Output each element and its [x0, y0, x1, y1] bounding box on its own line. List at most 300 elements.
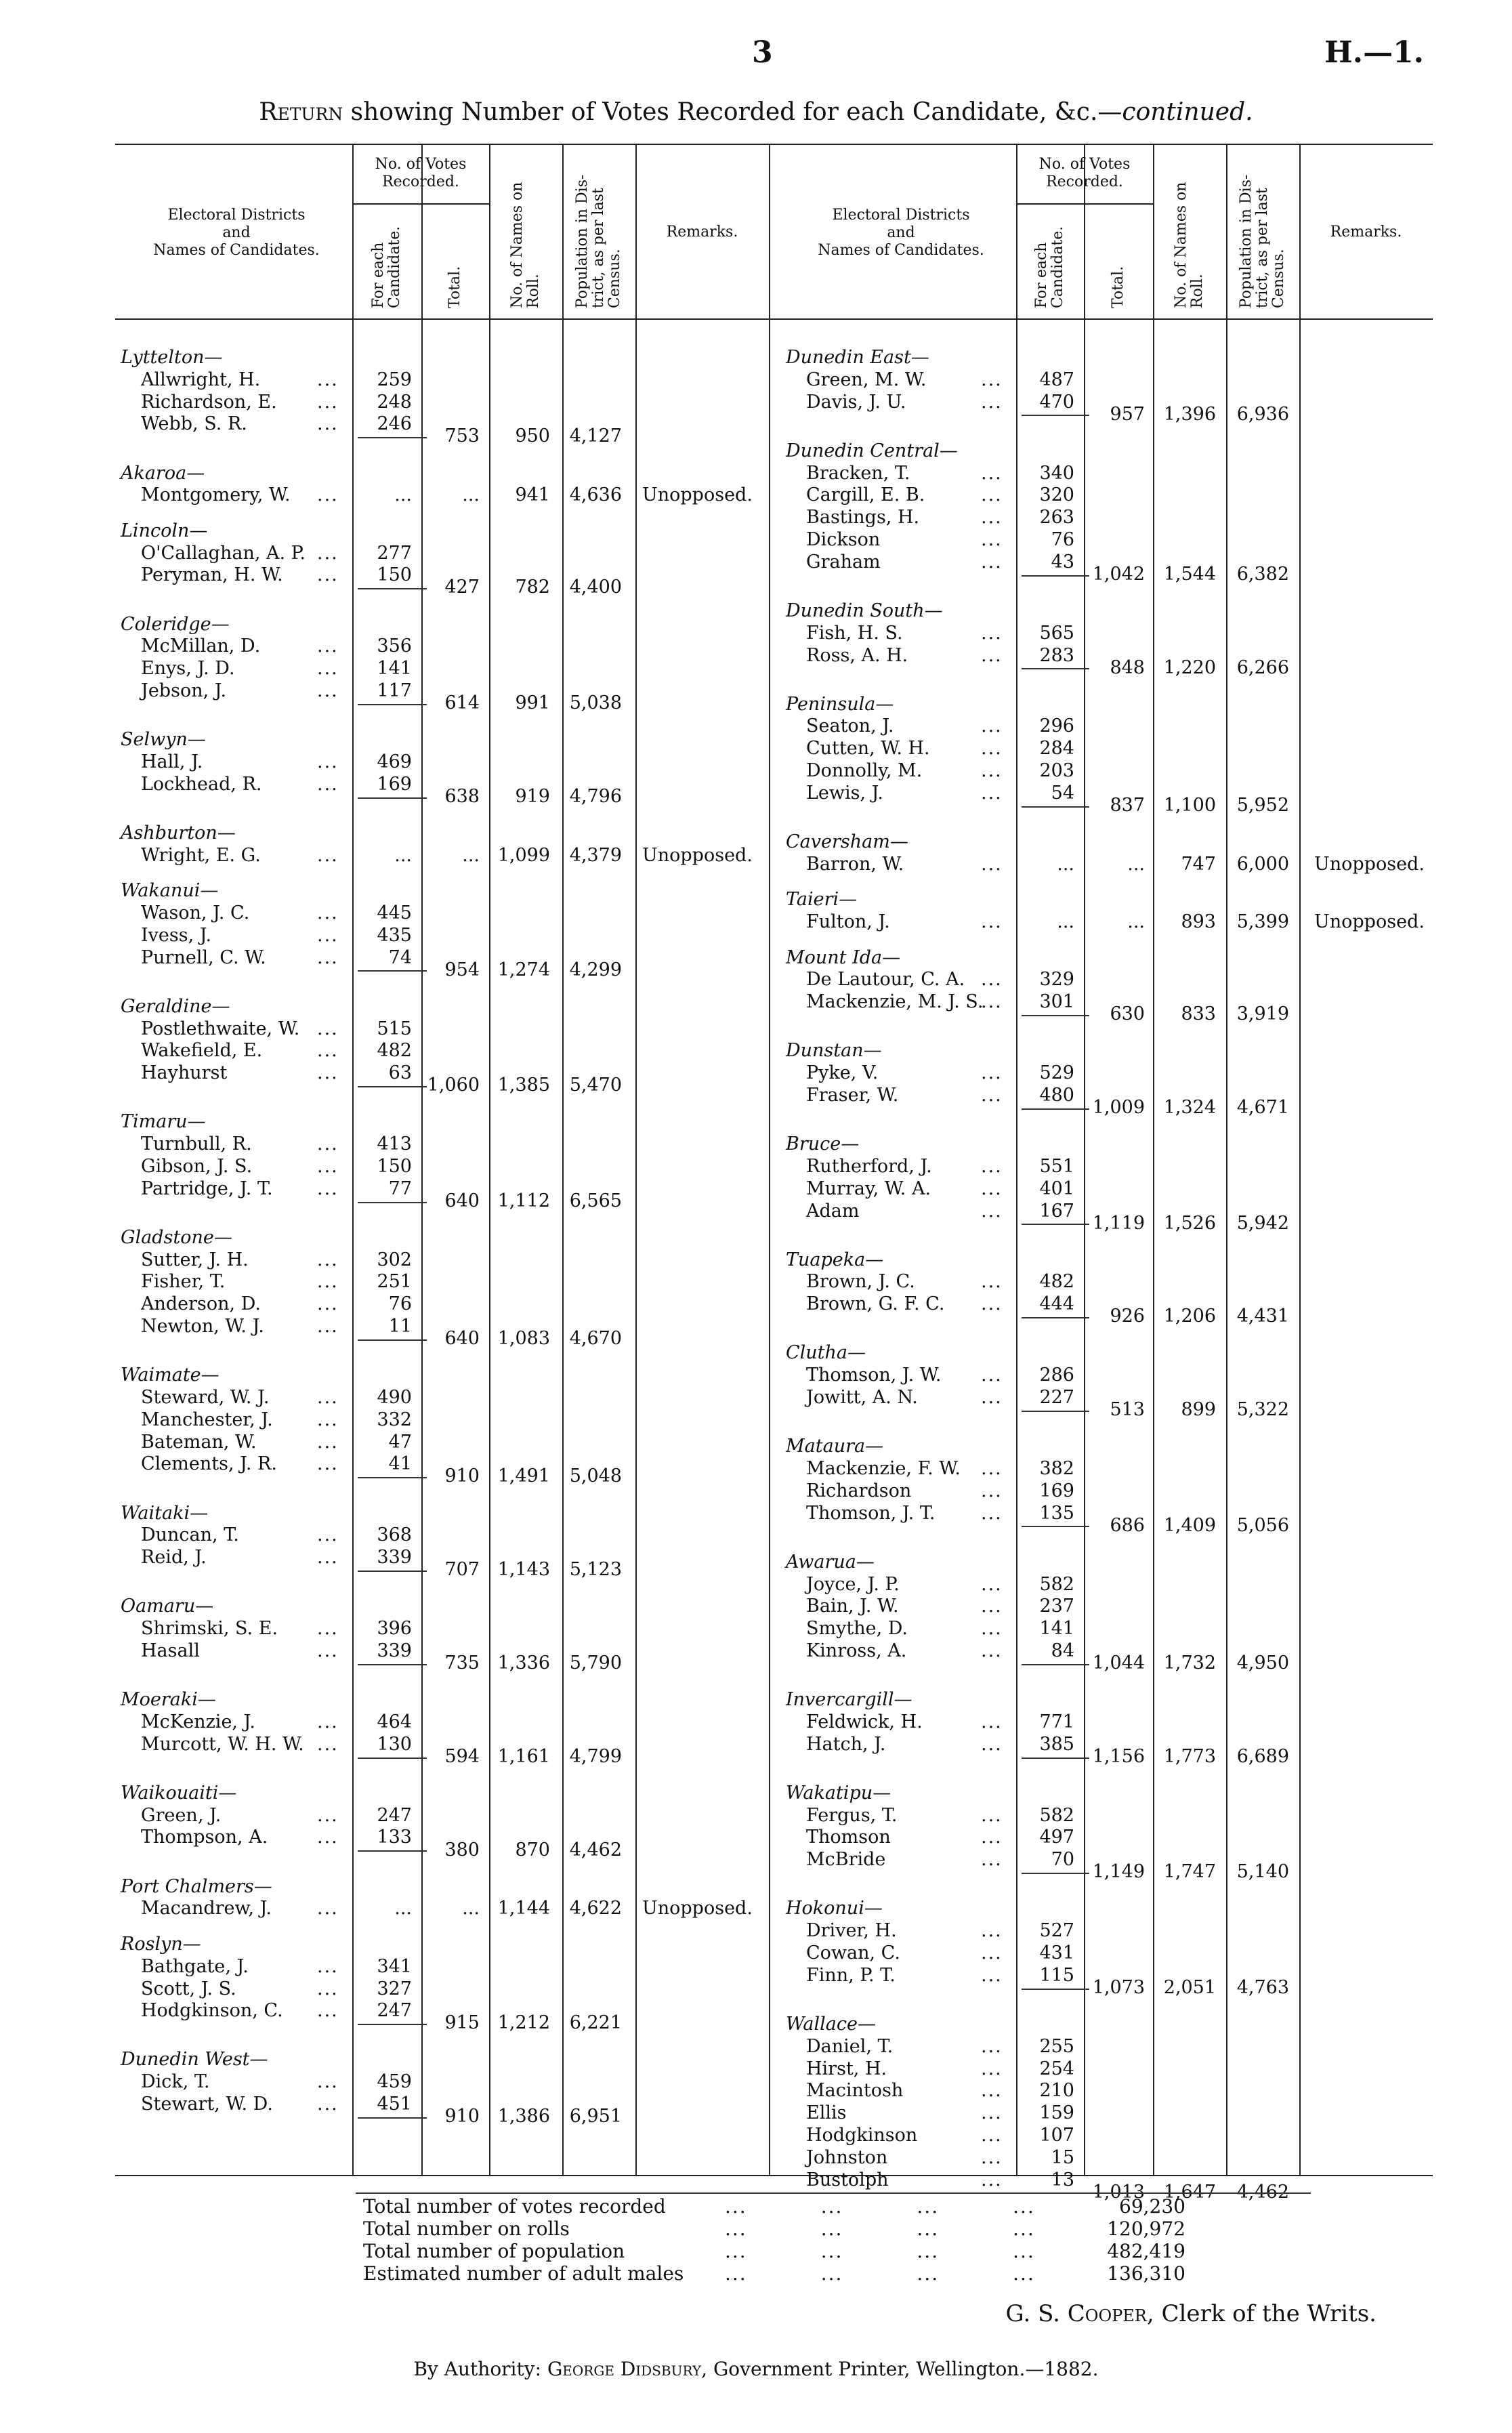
title-main: showing Number of Votes Recorded for each Candidate, &c.— [350, 98, 1122, 126]
candidate-name: Bastings, H. [806, 507, 920, 528]
leader-dots: ... [317, 1804, 339, 1826]
candidate-name: Bustolph [806, 2169, 889, 2190]
leader-dots: ... [317, 1827, 339, 1848]
left-district-name: Akaroa— [121, 462, 205, 484]
candidate-votes: ... [394, 844, 412, 866]
right-header-remarks: Remarks. [1330, 224, 1402, 241]
candidate-votes: 515 [377, 1018, 412, 1039]
left-district-name: Lincoln— [121, 520, 208, 541]
candidate-votes: 529 [1039, 1062, 1074, 1084]
district-total: 640 [444, 1190, 480, 1211]
leader-dots: ... [981, 2058, 1003, 2079]
subtotal-rule [1022, 575, 1089, 577]
candidate-name: Kinross, A. [806, 1640, 907, 1661]
table-bottom-rule [115, 2175, 1433, 2176]
candidate-votes: 247 [377, 2000, 412, 2022]
right-header-roll: No. of Names on Roll. [1173, 182, 1206, 308]
leader-dots: ... [317, 1387, 339, 1409]
leader-dots: ... [981, 911, 1003, 933]
population-count: 4,763 [1236, 1976, 1289, 1998]
candidate-name: Seaton, J. [806, 715, 894, 737]
candidate-name: Ross, A. H. [806, 644, 908, 666]
leader-dots: ... [981, 391, 1003, 413]
candidate-name: Montgomery, W. [141, 484, 291, 506]
left-district-name: Moeraki— [121, 1689, 216, 1711]
candidate-votes: 74 [388, 947, 412, 968]
district-total: 926 [1110, 1306, 1145, 1327]
leader-dots: ... [981, 2146, 1003, 2168]
candidate-votes: 413 [377, 1134, 412, 1155]
right-district-name: Hokonui— [786, 1898, 883, 1919]
subtotal-rule [1022, 806, 1089, 808]
candidate-votes: 259 [377, 369, 412, 390]
left-district-name: Timaru— [121, 1111, 206, 1133]
imprint-prefix: By Authority: [413, 2358, 542, 2380]
signature-role: Clerk of the Writs. [1161, 2300, 1377, 2327]
leader-dots: ... [981, 2080, 1003, 2102]
leader-dots: ... ... ... ... [725, 2240, 1035, 2262]
left-district-name: Oamaru— [121, 1596, 214, 1617]
summary-value: 120,972 [1107, 2218, 1185, 2240]
right-column-line [1299, 144, 1301, 2175]
district-total: 707 [444, 1559, 480, 1581]
district-total: 1,060 [427, 1075, 480, 1096]
district-total: 837 [1110, 794, 1145, 816]
leader-dots: ... [317, 1431, 339, 1453]
district-total: 915 [444, 2012, 480, 2034]
subtotal-rule [1022, 1224, 1089, 1225]
candidate-name: Manchester, J. [141, 1409, 273, 1430]
leader-dots: ... [981, 484, 1003, 506]
roll-count: 1,396 [1163, 403, 1216, 425]
candidate-name: Jebson, J. [141, 680, 227, 701]
candidate-name: McBride [806, 1849, 886, 1871]
right-district-name: Dunstan— [786, 1040, 882, 1062]
right-district-name: Peninsula— [786, 693, 894, 715]
subtotal-rule [1022, 668, 1089, 669]
district-total: 427 [444, 577, 480, 598]
leader-dots: ... [981, 991, 1003, 1013]
candidate-name: Postlethwaite, W. [141, 1018, 300, 1039]
candidate-name: Daniel, T. [806, 2035, 894, 2057]
subtotal-rule [1022, 1317, 1089, 1318]
leader-dots: ... [981, 551, 1003, 573]
district-total: ... [1127, 911, 1145, 933]
candidate-votes: 107 [1039, 2125, 1074, 2146]
leader-dots: ... [317, 1178, 339, 1199]
roll-count: 941 [515, 484, 550, 506]
candidate-votes: 582 [1039, 1804, 1074, 1826]
candidate-name: Thomson, J. W. [806, 1365, 942, 1386]
candidate-name: Thomson, J. T. [806, 1502, 936, 1524]
left-district-name: Ashburton— [121, 822, 236, 844]
leader-dots: ... [981, 1711, 1003, 1732]
candidate-votes: 385 [1039, 1733, 1074, 1755]
right-district-name: Dunedin South— [786, 600, 943, 621]
population-count: 4,671 [1236, 1097, 1289, 1118]
population-count: 6,936 [1236, 403, 1289, 425]
roll-count: 1,544 [1163, 563, 1216, 585]
leader-dots: ... [317, 1453, 339, 1475]
candidate-votes: 203 [1039, 760, 1074, 782]
district-total: ... [462, 1898, 480, 1919]
candidate-votes: 301 [1039, 991, 1074, 1013]
candidate-votes: ... [1057, 853, 1074, 875]
candidate-name: Murray, W. A. [806, 1178, 931, 1199]
candidate-name: Finn, P. T. [806, 1964, 896, 1986]
subtotal-rule [1022, 1664, 1089, 1665]
population-count: 4,462 [569, 1839, 622, 1860]
roll-count: 1,773 [1163, 1745, 1216, 1767]
district-total: 753 [444, 425, 480, 447]
leader-dots: ... [317, 369, 339, 390]
roll-count: 1,647 [1163, 2181, 1216, 2203]
summary-value: 69,230 [1119, 2195, 1185, 2218]
candidate-name: Bateman, W. [141, 1431, 257, 1453]
candidate-name: Allwright, H. [141, 369, 261, 390]
candidate-name: Scott, J. S. [141, 1978, 236, 1999]
subtotal-rule [1022, 1989, 1089, 1990]
candidate-name: Lewis, J. [806, 782, 883, 804]
population-count: 5,038 [569, 692, 622, 714]
leader-dots: ... [981, 1964, 1003, 1986]
right-district-name: Caversham— [786, 831, 908, 853]
leader-dots: ... [317, 1293, 339, 1315]
right-votes-subrule [1016, 203, 1153, 205]
roll-count: 1,143 [497, 1559, 550, 1581]
left-header-each: For each Candidate. [370, 226, 403, 308]
subtotal-rule [1022, 1873, 1089, 1874]
candidate-name: Mackenzie, M. J. S. [806, 991, 984, 1013]
leader-dots: ... [317, 2094, 339, 2115]
subtotal-rule [1022, 1526, 1089, 1527]
imprint-rest: Government Printer, Wellington.—1882. [713, 2358, 1099, 2380]
candidate-votes: 382 [1039, 1458, 1074, 1479]
roll-count: 899 [1181, 1399, 1216, 1421]
title-tail: continued. [1122, 98, 1253, 126]
candidate-votes: 255 [1039, 2035, 1074, 2057]
candidate-votes: 497 [1039, 1827, 1074, 1848]
left-header-roll: No. of Names on Roll. [509, 182, 542, 308]
left-header-votes: No. of Votes Recorded. [375, 156, 467, 190]
candidate-votes: 490 [377, 1387, 412, 1409]
roll-count: 1,747 [1163, 1861, 1216, 1883]
subtotal-rule [1022, 415, 1089, 416]
leader-dots: ... [981, 622, 1003, 644]
candidate-name: Turnbull, R. [141, 1134, 252, 1155]
candidate-votes: 15 [1051, 2146, 1074, 2168]
candidate-votes: 167 [1039, 1200, 1074, 1222]
roll-count: 833 [1181, 1003, 1216, 1025]
candidate-name: Murcott, W. H. W. [141, 1733, 304, 1755]
leader-dots: ... [981, 369, 1003, 390]
right-district-name: Invercargill— [786, 1689, 912, 1711]
candidate-name: Bain, J. W. [806, 1596, 899, 1617]
candidate-name: Rutherford, J. [806, 1155, 932, 1177]
candidate-name: Anderson, D. [141, 1293, 261, 1315]
leader-dots: ... [317, 947, 339, 968]
population-count: 6,689 [1236, 1745, 1289, 1767]
leader-dots: ... [981, 1920, 1003, 1942]
candidate-name: Driver, H. [806, 1920, 897, 1942]
leader-dots: ... [317, 1955, 339, 1977]
summary-label: Estimated number of adult males [363, 2262, 684, 2285]
candidate-votes: 150 [377, 1155, 412, 1177]
left-district-name: Waitaki— [121, 1502, 209, 1524]
left-votes-subrule [352, 203, 489, 205]
roll-count: 1,324 [1163, 1097, 1216, 1118]
candidate-name: Duncan, T. [141, 1524, 239, 1546]
candidate-name: Ivess, J. [141, 924, 212, 946]
left-header-district: Electoral Districts and Names of Candidates. [153, 207, 320, 259]
candidate-name: Hall, J. [141, 751, 203, 772]
leader-dots: ... [981, 2035, 1003, 2057]
roll-count: 1,220 [1163, 657, 1216, 678]
roll-count: 1,409 [1163, 1514, 1216, 1536]
candidate-votes: 150 [377, 564, 412, 586]
candidate-votes: 459 [377, 2071, 412, 2093]
left-district-name: Selwyn— [121, 729, 206, 751]
leader-dots: ... [981, 760, 1003, 782]
population-count: 5,399 [1236, 911, 1289, 933]
left-column-line [489, 144, 490, 2175]
header-bottom-rule [115, 318, 1433, 320]
roll-count: 1,144 [497, 1898, 550, 1919]
summary-label: Total number of population [363, 2240, 625, 2262]
left-district-name: Waimate— [121, 1365, 219, 1386]
candidate-name: Jowitt, A. N. [806, 1387, 918, 1409]
candidate-name: Richardson [806, 1480, 912, 1501]
candidate-votes: 286 [1039, 1365, 1074, 1386]
candidate-name: Brown, J. C. [806, 1271, 915, 1293]
leader-dots: ... [317, 2071, 339, 2093]
population-count: 5,048 [569, 1465, 622, 1487]
candidate-name: Thompson, A. [141, 1827, 268, 1848]
candidate-votes: ... [394, 484, 412, 506]
candidate-name: Shrimski, S. E. [141, 1618, 278, 1640]
candidate-name: Donnolly, M. [806, 760, 923, 782]
leader-dots: ... [317, 1524, 339, 1546]
population-count: 4,622 [569, 1898, 622, 1919]
leader-dots: ... [317, 844, 339, 866]
candidate-name: Hayhurst [141, 1062, 228, 1084]
leader-dots: ... [981, 1480, 1003, 1501]
district-total: 954 [444, 959, 480, 980]
leader-dots: ... [317, 1547, 339, 1568]
candidate-votes: 431 [1039, 1942, 1074, 1964]
candidate-name: Graham [806, 551, 881, 573]
subtotal-rule [1022, 1015, 1089, 1016]
leader-dots: ... [981, 528, 1003, 550]
population-count: 4,400 [569, 577, 622, 598]
roll-count: 991 [515, 692, 550, 714]
leader-dots: ... [317, 751, 339, 772]
candidate-votes: 302 [377, 1249, 412, 1270]
candidate-name: Hodgkinson, C. [141, 2000, 283, 2022]
candidate-name: Dickson [806, 528, 881, 550]
roll-count: 1,161 [497, 1745, 550, 1767]
candidate-votes: 117 [377, 680, 412, 701]
leader-dots: ... [981, 2169, 1003, 2190]
candidate-votes: 277 [377, 542, 412, 564]
remarks-note: Unopposed. [642, 484, 753, 506]
candidate-votes: 133 [377, 1827, 412, 1848]
left-header-total: Total. [446, 266, 463, 308]
candidate-name: Adam [806, 1200, 860, 1222]
left-district-name: Port Chalmers— [121, 1875, 272, 1897]
roll-count: 1,206 [1163, 1306, 1216, 1327]
left-column-line [421, 144, 423, 2175]
left-header-remarks: Remarks. [666, 224, 738, 241]
subtotal-rule [1022, 1108, 1089, 1110]
left-district-name: Coleridge— [121, 613, 230, 635]
right-district-name: Awarua— [786, 1551, 875, 1573]
right-district-name: Tuapeka— [786, 1249, 884, 1270]
leader-dots: ... [981, 1084, 1003, 1106]
candidate-votes: 130 [377, 1733, 412, 1755]
candidate-votes: 135 [1039, 1502, 1074, 1524]
candidate-name: Fisher, T. [141, 1271, 226, 1293]
candidate-votes: 76 [388, 1293, 412, 1315]
right-header-population: Population in Dis- trict, as per last Census. [1238, 174, 1287, 308]
leader-dots: ... [981, 1458, 1003, 1479]
candidate-votes: 368 [377, 1524, 412, 1546]
candidate-votes: 470 [1039, 391, 1074, 413]
leader-dots: ... [317, 413, 339, 435]
district-total: 1,013 [1092, 2181, 1145, 2203]
population-count: 5,140 [1236, 1861, 1289, 1883]
leader-dots: ... [981, 1618, 1003, 1640]
candidate-votes: 237 [1039, 1596, 1074, 1617]
left-district-name: Lyttelton— [121, 347, 223, 368]
subtotal-rule [1022, 1411, 1089, 1412]
right-header-votes: No. of Votes Recorded. [1038, 156, 1131, 190]
district-total: 594 [444, 1745, 480, 1767]
leader-dots: ... [981, 507, 1003, 528]
candidate-votes: 435 [377, 924, 412, 946]
leader-dots: ... [317, 658, 339, 680]
candidate-votes: 480 [1039, 1084, 1074, 1106]
candidate-votes: 54 [1051, 782, 1074, 804]
leader-dots: ... [981, 1804, 1003, 1826]
leader-dots: ... [981, 1573, 1003, 1595]
candidate-votes: 341 [377, 1955, 412, 1977]
document-reference: H.—1. [1324, 35, 1424, 70]
candidate-name: Mackenzie, F. W. [806, 1458, 961, 1479]
candidate-name: Fergus, T. [806, 1804, 898, 1826]
leader-dots: ... [317, 391, 339, 413]
leader-dots: ... [317, 1978, 339, 1999]
leader-dots: ... [317, 680, 339, 701]
candidate-votes: 771 [1039, 1711, 1074, 1732]
candidate-votes: 254 [1039, 2058, 1074, 2079]
candidate-votes: 487 [1039, 369, 1074, 390]
right-district-name: Wallace— [786, 2014, 876, 2035]
candidate-name: Wason, J. C. [141, 902, 250, 923]
candidate-votes: 47 [388, 1431, 412, 1453]
population-count: 5,123 [569, 1559, 622, 1581]
candidate-name: Sutter, J. H. [141, 1249, 249, 1270]
roll-count: 1,386 [497, 2106, 550, 2127]
candidate-name: Cowan, C. [806, 1942, 900, 1964]
candidate-votes: 169 [377, 773, 412, 795]
candidate-name: Fraser, W. [806, 1084, 899, 1106]
candidate-votes: 247 [377, 1804, 412, 1826]
candidate-votes: 296 [1039, 715, 1074, 737]
candidate-votes: 70 [1051, 1849, 1074, 1871]
right-district-name: Taieri— [786, 889, 858, 911]
candidate-votes: 84 [1051, 1640, 1074, 1661]
candidate-name: Bathgate, J. [141, 1955, 249, 1977]
left-district-name: Dunedin West— [121, 2049, 268, 2071]
district-total: 735 [444, 1652, 480, 1673]
leader-dots: ... [981, 1155, 1003, 1177]
population-count: 4,796 [569, 785, 622, 807]
left-district-name: Wakanui— [121, 880, 219, 902]
candidate-name: Macintosh [806, 2080, 904, 2102]
candidate-name: Smythe, D. [806, 1618, 908, 1640]
population-count: 5,942 [1236, 1212, 1289, 1234]
leader-dots: ... [981, 715, 1003, 737]
right-district-name: Bruce— [786, 1134, 860, 1155]
candidate-name: Wright, E. G. [141, 844, 261, 866]
candidate-name: Clements, J. R. [141, 1453, 277, 1475]
leader-dots: ... [317, 542, 339, 564]
population-count: 6,382 [1236, 563, 1289, 585]
candidate-votes: 339 [377, 1640, 412, 1661]
right-district-name: Mount Ida— [786, 947, 901, 968]
population-count: 5,790 [569, 1652, 622, 1673]
leader-dots: ... [317, 1898, 339, 1919]
leader-dots: ... [981, 1849, 1003, 1871]
population-count: 4,670 [569, 1328, 622, 1350]
population-count: 5,322 [1236, 1399, 1289, 1421]
subtotal-rule [1022, 1758, 1089, 1759]
candidate-votes: 263 [1039, 507, 1074, 528]
candidate-votes: 43 [1051, 551, 1074, 573]
leader-dots: ... [317, 1155, 339, 1177]
population-count: 4,462 [1236, 2181, 1289, 2203]
district-total: 1,073 [1092, 1976, 1145, 1998]
right-district-name: Wakatipu— [786, 1782, 891, 1804]
candidate-votes: 141 [377, 658, 412, 680]
table-top-rule [115, 144, 1433, 145]
candidate-name: Wakefield, E. [141, 1040, 263, 1062]
candidate-name: O'Callaghan, A. P. [141, 542, 306, 564]
left-district-name: Gladstone— [121, 1226, 232, 1248]
candidate-name: Fulton, J. [806, 911, 890, 933]
candidate-name: Enys, J. D. [141, 658, 235, 680]
candidate-votes: 76 [1051, 528, 1074, 550]
candidate-votes: 464 [377, 1711, 412, 1732]
district-total: 630 [1110, 1003, 1145, 1025]
remarks-note: Unopposed. [642, 1898, 753, 1919]
population-count: 6,266 [1236, 657, 1289, 678]
candidate-name: Fish, H. S. [806, 622, 903, 644]
leader-dots: ... [981, 782, 1003, 804]
right-header-district: Electoral Districts and Names of Candidates. [818, 207, 984, 259]
candidate-name: McMillan, D. [141, 636, 261, 657]
district-total: 910 [444, 1465, 480, 1487]
roll-count: 950 [515, 425, 550, 447]
candidate-votes: 444 [1039, 1293, 1074, 1315]
candidate-votes: 482 [1039, 1271, 1074, 1293]
summary-rule [356, 2192, 1311, 2194]
leader-dots: ... [981, 644, 1003, 666]
candidate-votes: 332 [377, 1409, 412, 1430]
population-count: 4,950 [1236, 1652, 1289, 1673]
candidate-votes: 41 [388, 1453, 412, 1475]
